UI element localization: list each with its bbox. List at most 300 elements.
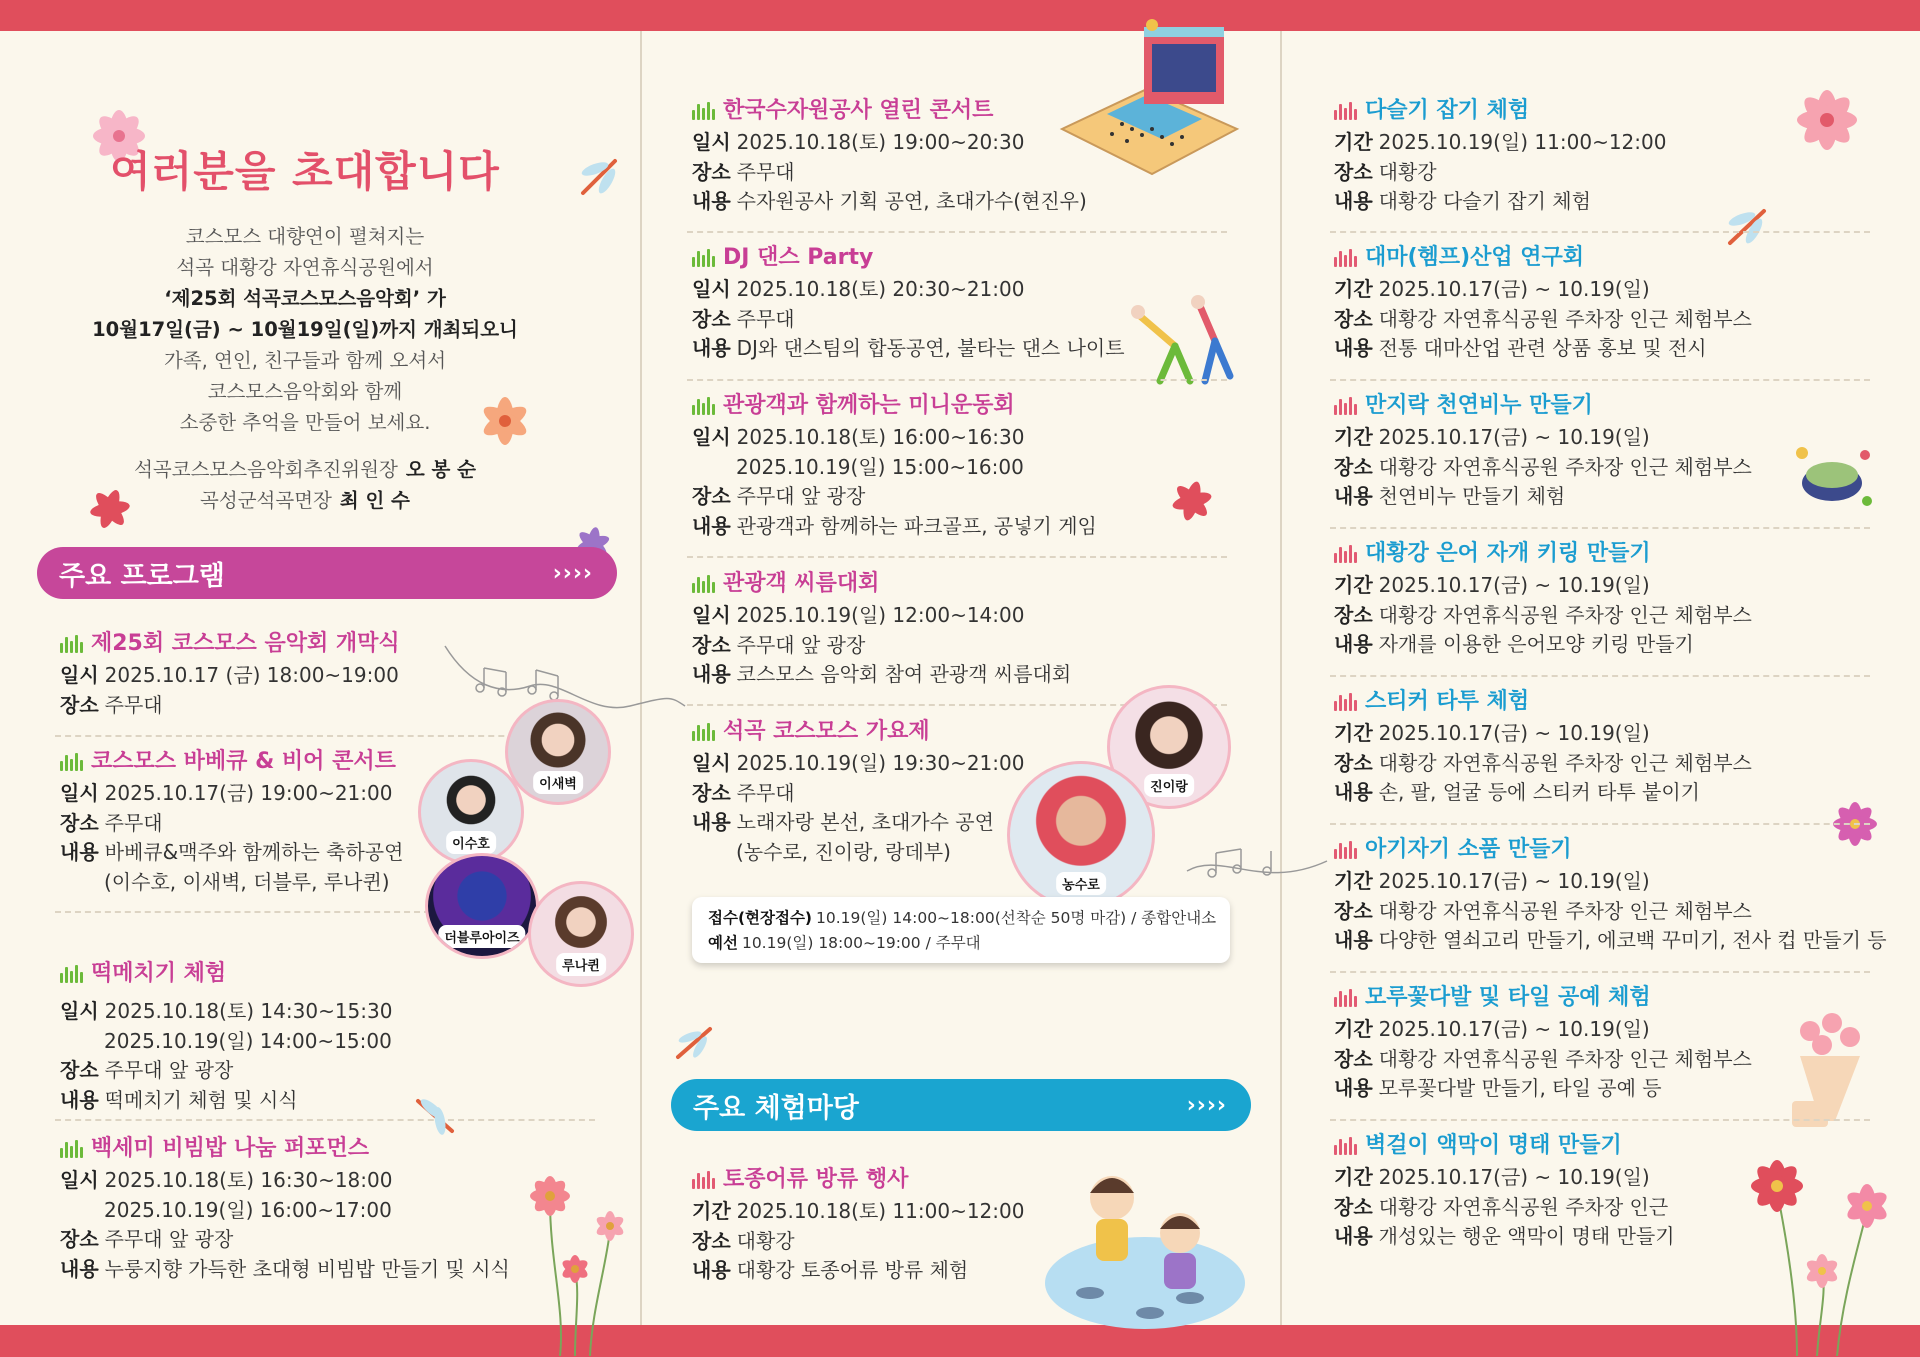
performer-name: 이수호 [446, 831, 496, 854]
info-row [692, 660, 1071, 690]
row-key: 기간 [1334, 869, 1373, 893]
info-row [60, 1027, 392, 1057]
row-key: 장소 [1334, 1046, 1373, 1071]
performer-photo [1007, 761, 1155, 909]
experience-title-text: 대황강 은어 자개 키링 만들기 [1365, 541, 1651, 566]
dancers-icon [1120, 286, 1238, 391]
sound-bars-icon [60, 753, 83, 771]
row-key: 내용 [1334, 632, 1373, 656]
row-value: 코스모스 음악회 참여 관광객 씨름대회 [736, 662, 1072, 686]
notice-value: 10.19(일) 18:00~19:00 / 주무대 [741, 934, 981, 952]
program-title [60, 629, 400, 659]
info-row [1334, 630, 1752, 660]
greeting-line: 석곡 대황강 자연휴식공원에서 [176, 256, 434, 279]
row-value: 주무대 앞 광장 [104, 1227, 234, 1251]
info-row [692, 779, 1024, 809]
row-key: 내용 [60, 840, 99, 864]
greeting-title: 여러분을 초대합니다 [110, 147, 500, 196]
performer-photo [505, 699, 611, 805]
info-row [692, 1256, 1024, 1286]
row-value: 2025.10.18(토) 16:00~16:30 [736, 425, 1025, 449]
row-value: 대황강 토종어류 방류 체험 [736, 1258, 969, 1282]
music-notes-icon [1182, 831, 1332, 901]
row-key: 기간 [1334, 1017, 1373, 1041]
row-value: (이수호, 이새벽, 더블루, 루나퀸) [104, 869, 390, 894]
signature-role: 석곡코스모스음악회추진위원장 [134, 458, 398, 481]
row-value: 대황강 자연휴식공원 주차장 인근 체험부스 [1378, 898, 1752, 923]
row-value: 주무대 [104, 810, 163, 835]
row-value: 2025.10.17 (금) 18:00~19:00 [104, 663, 399, 687]
row-key: 장소 [1334, 159, 1373, 184]
row-key: 내용 [692, 662, 731, 686]
row-value: 대황강 자연휴식공원 주차장 인근 체험부스 [1378, 454, 1752, 479]
program-title-text: 코스모스 바베큐 & 비어 콘서트 [91, 749, 396, 774]
row-key: 일시 [692, 603, 731, 627]
info-row [60, 997, 392, 1027]
program-title [692, 243, 1125, 273]
soap-icon [1787, 431, 1877, 521]
row-key: 장소 [60, 692, 99, 717]
row-value: 2025.10.19(일) 16:00~17:00 [104, 1197, 392, 1222]
sound-bars-icon [1334, 545, 1357, 563]
bottom-band [0, 1325, 1920, 1357]
section-label: 주요 체험마당 [693, 1092, 859, 1124]
experience-title-text: 스티커 타투 체험 [1365, 689, 1530, 714]
program-item [60, 1134, 510, 1284]
row-key: 일시 [692, 751, 731, 775]
info-row [692, 808, 1024, 838]
sound-bars-icon [692, 723, 715, 741]
row-key: 장소 [60, 1227, 99, 1251]
row-key: 내용 [1334, 1076, 1373, 1100]
experience-item [1334, 96, 1666, 217]
info-row [60, 1196, 510, 1226]
middle-panel [642, 31, 1280, 1325]
sound-bars-icon [692, 102, 715, 120]
program-item [60, 747, 403, 897]
info-row [60, 1166, 510, 1196]
sound-bars-icon [692, 575, 715, 593]
info-row [60, 1255, 510, 1285]
greeting-line: 코스모스 대향연이 펼쳐지는 [185, 225, 425, 248]
row-key: 장소 [1334, 898, 1373, 923]
info-row [692, 601, 1071, 631]
program-title [692, 96, 1087, 126]
sound-bars-icon [1334, 102, 1357, 120]
info-row [692, 158, 1087, 188]
greeting-line: 10월17일(금) ~ 10월19일(일)까지 개최되오니 [92, 318, 518, 341]
divider [1330, 231, 1870, 233]
experience-title-text: 만지락 천연비누 만들기 [1365, 393, 1593, 418]
experience-item [1334, 539, 1752, 660]
row-value: 개성있는 행운 액막이 명태 만들기 [1378, 1224, 1675, 1248]
row-value: 2025.10.17(금) ~ 10.19(일) [1378, 721, 1650, 745]
info-row [60, 1056, 392, 1086]
row-value: 2025.10.18(토) 16:30~18:00 [104, 1168, 393, 1192]
info-row [1334, 897, 1887, 927]
row-value: 수자원공사 기획 공연, 초대가수(현진우) [736, 189, 1087, 213]
row-key: 기간 [1334, 1165, 1373, 1189]
performer-name: 루나퀸 [556, 953, 606, 976]
cosmos-flowers-icon [520, 1161, 640, 1356]
notice-line [708, 931, 1216, 956]
info-row [692, 334, 1125, 364]
experience-title [1334, 96, 1666, 126]
row-value: 대황강 자연휴식공원 주차장 인근 체험부스 [1378, 750, 1752, 775]
greeting-block [90, 111, 520, 516]
info-row [692, 453, 1097, 483]
row-value: 2025.10.19(일) 15:00~16:00 [736, 454, 1024, 479]
info-row [1334, 719, 1752, 749]
experience-item [1334, 1131, 1675, 1252]
dragonfly-icon [672, 1021, 716, 1065]
row-value: 노래자랑 본선, 초대가수 공연 [736, 810, 994, 834]
row-value: 대황강 자연휴식공원 주차장 인근 체험부스 [1378, 1046, 1752, 1071]
program-item [60, 959, 392, 1115]
program-title [692, 569, 1071, 599]
notice-key: 예선 [708, 934, 738, 952]
row-value: 관광객과 함께하는 파크골프, 공넣기 게임 [736, 513, 1097, 538]
divider [687, 379, 1227, 381]
row-key: 내용 [1334, 780, 1373, 804]
info-row [692, 187, 1087, 217]
row-key: 일시 [60, 1168, 99, 1192]
row-value: 주무대 [736, 159, 795, 184]
row-value: 주무대 앞 광장 [736, 632, 866, 657]
arrows-icon: ›››› [552, 560, 593, 586]
row-key: 내용 [1334, 189, 1373, 213]
greeting-line: ‘제25회 석곡코스모스음악회’ 가 [164, 287, 446, 310]
row-key: 장소 [1334, 1194, 1373, 1219]
row-value: 대황강 [736, 1228, 795, 1253]
experience-item [1334, 243, 1752, 364]
row-value: 2025.10.17(금) ~ 10.19(일) [1378, 573, 1650, 597]
row-key: 기간 [1334, 573, 1373, 597]
dragonfly-icon [575, 151, 625, 201]
signature-line [90, 454, 520, 485]
program-title-text: 석곡 코스모스 가요제 [723, 719, 930, 744]
right-panel [1282, 31, 1920, 1325]
divider [687, 556, 1227, 558]
row-value: 2025.10.19(일) 11:00~12:00 [1378, 130, 1667, 154]
row-value: 대황강 자연휴식공원 주차장 인근 체험부스 [1378, 602, 1752, 627]
experience-title-text: 다슬기 잡기 체험 [1365, 98, 1530, 123]
experience-item [1334, 687, 1752, 808]
program-title-text: 관광객과 함께하는 미니운동회 [723, 393, 1015, 418]
info-row [1334, 867, 1887, 897]
program-item [692, 717, 1024, 867]
program-title [60, 959, 392, 989]
row-key: 장소 [1334, 750, 1373, 775]
performer-photo [418, 759, 524, 865]
program-item [692, 569, 1071, 690]
row-value: 주무대 앞 광장 [736, 484, 866, 508]
row-value: 손, 팔, 얼굴 등에 스티커 타투 붙이기 [1378, 780, 1700, 804]
row-value: 주무대 앞 광장 [104, 1058, 234, 1082]
program-title-text: DJ 댄스 Party [723, 245, 874, 270]
experience-title-text: 모루꽃다발 및 타일 공예 체험 [1365, 985, 1651, 1010]
performer-name: 이새벽 [533, 771, 583, 794]
section-header-experience [671, 1079, 1251, 1131]
info-row [1334, 1045, 1752, 1075]
row-value: DJ와 댄스팀의 합동공연, 불타는 댄스 나이트 [736, 336, 1125, 360]
row-key: 내용 [60, 1256, 99, 1281]
info-row [1334, 1222, 1675, 1252]
info-row [1334, 1074, 1752, 1104]
row-value: 2025.10.18(토) 20:30~21:00 [736, 277, 1025, 301]
row-key: 내용 [1334, 484, 1373, 508]
sound-bars-icon [60, 635, 83, 653]
info-row [692, 1227, 1024, 1257]
row-key: 내용 [1334, 928, 1373, 952]
divider [687, 231, 1227, 233]
experience-title [1334, 539, 1752, 569]
row-value: 누룽지향 가득한 초대형 비빔밥 만들기 및 시식 [104, 1256, 510, 1281]
info-row [60, 691, 400, 721]
program-item [692, 96, 1087, 217]
performer-name: 진이랑 [1144, 774, 1194, 797]
sound-bars-icon [692, 249, 715, 267]
section-header-main-programs [37, 547, 617, 599]
row-key: 장소 [1334, 602, 1373, 627]
program-title [692, 717, 1024, 747]
row-key: 내용 [1334, 336, 1373, 360]
info-row [692, 275, 1125, 305]
info-row [60, 779, 403, 809]
row-value: 대황강 자연휴식공원 주차장 인근 [1378, 1194, 1669, 1219]
notice-value: 10.19(일) 14:00~18:00(선착순 50명 마감) / 종합안내소 [816, 909, 1217, 927]
row-key: 내용 [692, 189, 731, 213]
row-key: 장소 [692, 1228, 731, 1253]
row-key: 일시 [692, 277, 731, 301]
divider [1330, 527, 1870, 529]
row-value: 다양한 열쇠고리 만들기, 에코백 꾸미기, 전사 컵 만들기 등 [1378, 928, 1887, 952]
cosmos-flowers-icon [1737, 1131, 1902, 1356]
info-row [1334, 275, 1752, 305]
signature-name: 오 봉 순 [405, 458, 476, 481]
divider [55, 1119, 595, 1121]
program-title [60, 1134, 510, 1164]
info-row [692, 1197, 1024, 1227]
sound-bars-icon [60, 1140, 83, 1158]
program-title [692, 391, 1097, 421]
row-key: 장소 [60, 1058, 99, 1082]
row-key: 장소 [692, 159, 731, 184]
program-item [60, 629, 400, 720]
info-row [60, 838, 403, 868]
sound-bars-icon [692, 397, 715, 415]
sound-bars-icon [1334, 841, 1357, 859]
row-key: 기간 [1334, 721, 1373, 745]
divider [1330, 1119, 1870, 1121]
info-row [692, 423, 1097, 453]
greeting-line: 코스모스음악회와 함께 [207, 380, 403, 403]
experience-title [1334, 391, 1752, 421]
row-key: 내용 [692, 336, 731, 360]
row-key: 내용 [692, 810, 731, 834]
info-row [1334, 1015, 1752, 1045]
section-label: 주요 프로그램 [59, 560, 225, 592]
program-title-text: 백세미 비빔밥 나눔 퍼포먼스 [91, 1136, 370, 1161]
row-value: 전통 대마산업 관련 상품 홍보 및 전시 [1378, 336, 1707, 360]
experience-item [1334, 835, 1887, 956]
info-row [1334, 1163, 1675, 1193]
info-row [1334, 305, 1752, 335]
children-fish-icon [1040, 1143, 1250, 1333]
info-row [1334, 128, 1666, 158]
experience-title [1334, 983, 1752, 1013]
flower-icon [1782, 75, 1872, 165]
row-key: 일시 [60, 663, 99, 687]
info-row [60, 809, 403, 839]
info-row [1334, 482, 1752, 512]
info-row [692, 838, 1024, 868]
info-row [1334, 158, 1666, 188]
row-key: 내용 [1334, 1224, 1373, 1248]
info-row [692, 305, 1125, 335]
row-key: 내용 [692, 1258, 731, 1282]
row-key: 일시 [692, 425, 731, 449]
greeting-line: 소중한 추억을 만들어 보세요. [179, 411, 431, 434]
top-band [0, 0, 1920, 31]
row-key: 장소 [692, 632, 731, 657]
divider [1330, 971, 1870, 973]
info-row [1334, 334, 1752, 364]
sound-bars-icon [1334, 989, 1357, 1007]
experience-title-text: 토종어류 방류 행사 [723, 1167, 909, 1192]
row-value: 2025.10.17(금) ~ 10.19(일) [1378, 869, 1650, 893]
experience-title-text: 벽걸이 액막이 명태 만들기 [1365, 1133, 1622, 1158]
row-value: 2025.10.17(금) 19:00~21:00 [104, 781, 393, 805]
info-row [60, 661, 400, 691]
experience-title [1334, 243, 1752, 273]
signature-role: 곡성군석곡면장 [200, 489, 332, 512]
row-value: 모루꽃다발 만들기, 타일 공예 등 [1378, 1076, 1662, 1100]
sound-bars-icon [692, 1171, 715, 1189]
row-value: 대황강 [1378, 159, 1437, 184]
arrows-icon: ›››› [1186, 1092, 1227, 1118]
flower-icon [1162, 471, 1222, 531]
notice-key: 접수(현장접수) [708, 909, 813, 927]
row-value: 2025.10.18(토) 14:30~15:30 [104, 999, 393, 1023]
experience-item [1334, 391, 1752, 512]
info-row [692, 512, 1097, 542]
row-key: 일시 [60, 781, 99, 805]
row-key: 내용 [692, 513, 731, 538]
row-value: 천연비누 만들기 체험 [1378, 484, 1566, 508]
info-row [1334, 749, 1752, 779]
info-row [1334, 571, 1752, 601]
notice-box [692, 897, 1230, 963]
program-title [60, 747, 403, 777]
experience-title-text: 아기자기 소품 만들기 [1365, 837, 1572, 862]
sound-bars-icon [1334, 249, 1357, 267]
row-value: 2025.10.18(토) 11:00~12:00 [736, 1199, 1025, 1223]
greeting-line: 가족, 연인, 친구들과 함께 오셔서 [163, 349, 447, 372]
sound-bars-icon [1334, 1137, 1357, 1155]
row-value: 주무대 [736, 306, 795, 331]
row-key: 기간 [1334, 277, 1373, 301]
row-key: 기간 [1334, 130, 1373, 154]
row-value: 2025.10.17(금) ~ 10.19(일) [1378, 277, 1650, 301]
row-key: 내용 [60, 1087, 99, 1112]
row-value: 대황강 자연휴식공원 주차장 인근 체험부스 [1378, 306, 1752, 331]
info-row [1334, 453, 1752, 483]
program-title-text: 관광객 씨름대회 [723, 571, 880, 596]
row-value: 2025.10.17(금) ~ 10.19(일) [1378, 1017, 1650, 1041]
row-key: 장소 [692, 306, 731, 331]
divider [1330, 823, 1870, 825]
program-item [692, 391, 1097, 541]
sound-bars-icon [1334, 397, 1357, 415]
info-row [692, 128, 1087, 158]
row-value: 2025.10.19(일) 19:30~21:00 [736, 751, 1025, 775]
signature-block [90, 454, 520, 516]
info-row [1334, 187, 1666, 217]
row-value: 주무대 [736, 780, 795, 805]
divider [1330, 675, 1870, 677]
row-key: 장소 [1334, 306, 1373, 331]
info-row [60, 1225, 510, 1255]
row-value: 2025.10.19(일) 12:00~14:00 [736, 603, 1025, 627]
row-key: 기간 [692, 1199, 731, 1223]
row-key: 일시 [692, 130, 731, 154]
experience-item [1334, 983, 1752, 1104]
experience-title [1334, 1131, 1675, 1161]
signature-name: 최 인 수 [339, 489, 410, 512]
row-key: 일시 [60, 999, 99, 1023]
signature-line [90, 485, 520, 516]
row-value: 2025.10.18(토) 19:00~20:30 [736, 130, 1025, 154]
program-title-text: 제25회 코스모스 음악회 개막식 [91, 631, 400, 656]
experience-title-text: 대마(헴프)산업 연구회 [1365, 245, 1585, 270]
row-key: 장소 [60, 810, 99, 835]
row-value: 바베큐&맥주와 함께하는 축하공연 [104, 840, 404, 864]
divider [55, 911, 430, 913]
program-title-text: 한국수자원공사 열린 콘서트 [723, 98, 994, 123]
performer-name: 더블루아이즈 [438, 925, 525, 948]
row-value: 2025.10.17(금) ~ 10.19(일) [1378, 1165, 1650, 1189]
row-value: 2025.10.19(일) 14:00~15:00 [104, 1028, 392, 1053]
row-key: 장소 [692, 780, 731, 805]
row-value: 자개를 이용한 은어모양 키링 만들기 [1378, 632, 1694, 656]
row-value: (농수로, 진이랑, 랑데부) [736, 839, 951, 864]
experience-item [692, 1165, 1024, 1286]
program-title-text: 떡메치기 체험 [91, 961, 227, 986]
info-row [1334, 601, 1752, 631]
row-value: 2025.10.17(금) ~ 10.19(일) [1378, 425, 1650, 449]
notice-line [708, 906, 1216, 931]
row-value: 대황강 다슬기 잡기 체험 [1378, 189, 1591, 213]
info-row [692, 749, 1024, 779]
program-item [692, 243, 1125, 364]
row-key: 장소 [1334, 454, 1373, 479]
row-key: 장소 [692, 484, 731, 508]
experience-title [692, 1165, 1024, 1195]
info-row [1334, 778, 1752, 808]
performer-photo [425, 853, 539, 959]
performer-photo [528, 881, 634, 987]
info-row [1334, 926, 1887, 956]
info-row [692, 631, 1071, 661]
performer-name: 농수로 [1056, 872, 1106, 895]
left-panel [0, 31, 640, 1325]
row-value: 떡메치기 체험 및 시식 [104, 1087, 298, 1112]
info-row [60, 1086, 392, 1116]
sound-bars-icon [60, 965, 83, 983]
sound-bars-icon [1334, 693, 1357, 711]
row-value: 주무대 [104, 692, 163, 717]
